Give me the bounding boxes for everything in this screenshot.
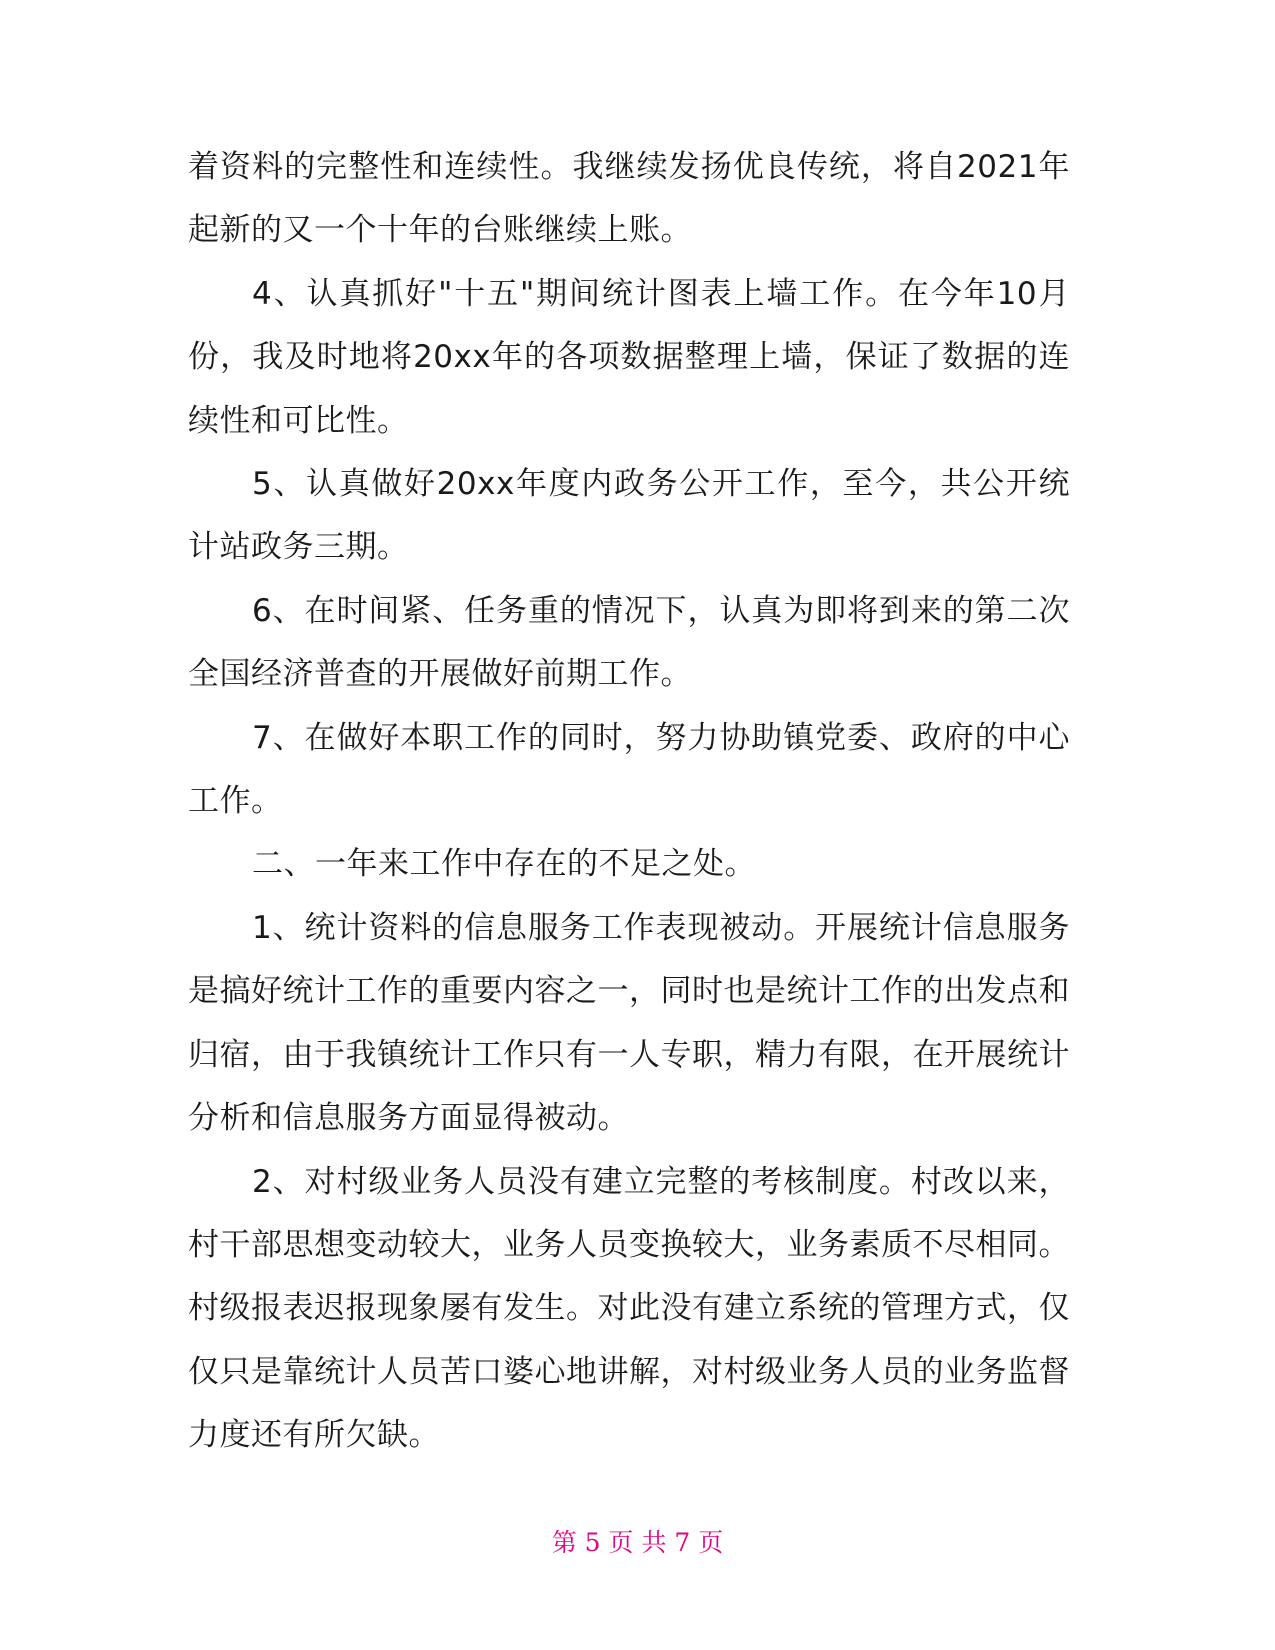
- paragraph-8: 2、对村级业务人员没有建立完整的考核制度。村改以来，村干部思想变动较大，业务人员变换较大，业务素质不尽相同。村级报表迟报现象屡有发生。对此没有建立系统的管理方式，仅仅只是靠统计人员苦口婆心地讲解，对村级业务人员的业务监督力度还有所欠缺。: [188, 1163, 1070, 1454]
- paragraph-4: 6、在时间紧、任务重的情况下，认真为即将到来的第二次全国经济普查的开展做好前期工作。: [188, 592, 1070, 693]
- paragraph-3: 5、认真做好20xx年度内政务公开工作，至今，共公开统计站政务三期。: [188, 466, 1070, 566]
- paragraph-5: 7、在做好本职工作的同时，努力协助镇党委、政府的中心工作。: [188, 719, 1070, 820]
- section-heading-shortcomings: 二、一年来工作中存在的不足之处。: [252, 846, 756, 883]
- document-body: [188, 136, 1070, 1468]
- paragraph-7: 1、统计资料的信息服务工作表现被动。开展统计信息服务是搞好统计工作的重要内容之一，同时也是统计工作的出发点和归宿，由于我镇统计工作只有一人专职，精力有限，在开展统计分析和信息服务方面显得被动。: [188, 909, 1070, 1137]
- paragraph-1: 着资料的完整性和连续性。我继续发扬优良传统，将自2021年起新的又一个十年的台账继续上账。: [188, 149, 1070, 249]
- page-number-footer: 第 5 页 共 7 页: [551, 1528, 724, 1557]
- paragraph-2: 4、认真抓好"十五"期间统计图表上墙工作。在今年10月份，我及时地将20xx年的各项数据整理上墙，保证了数据的连续性和可比性。: [188, 275, 1070, 439]
